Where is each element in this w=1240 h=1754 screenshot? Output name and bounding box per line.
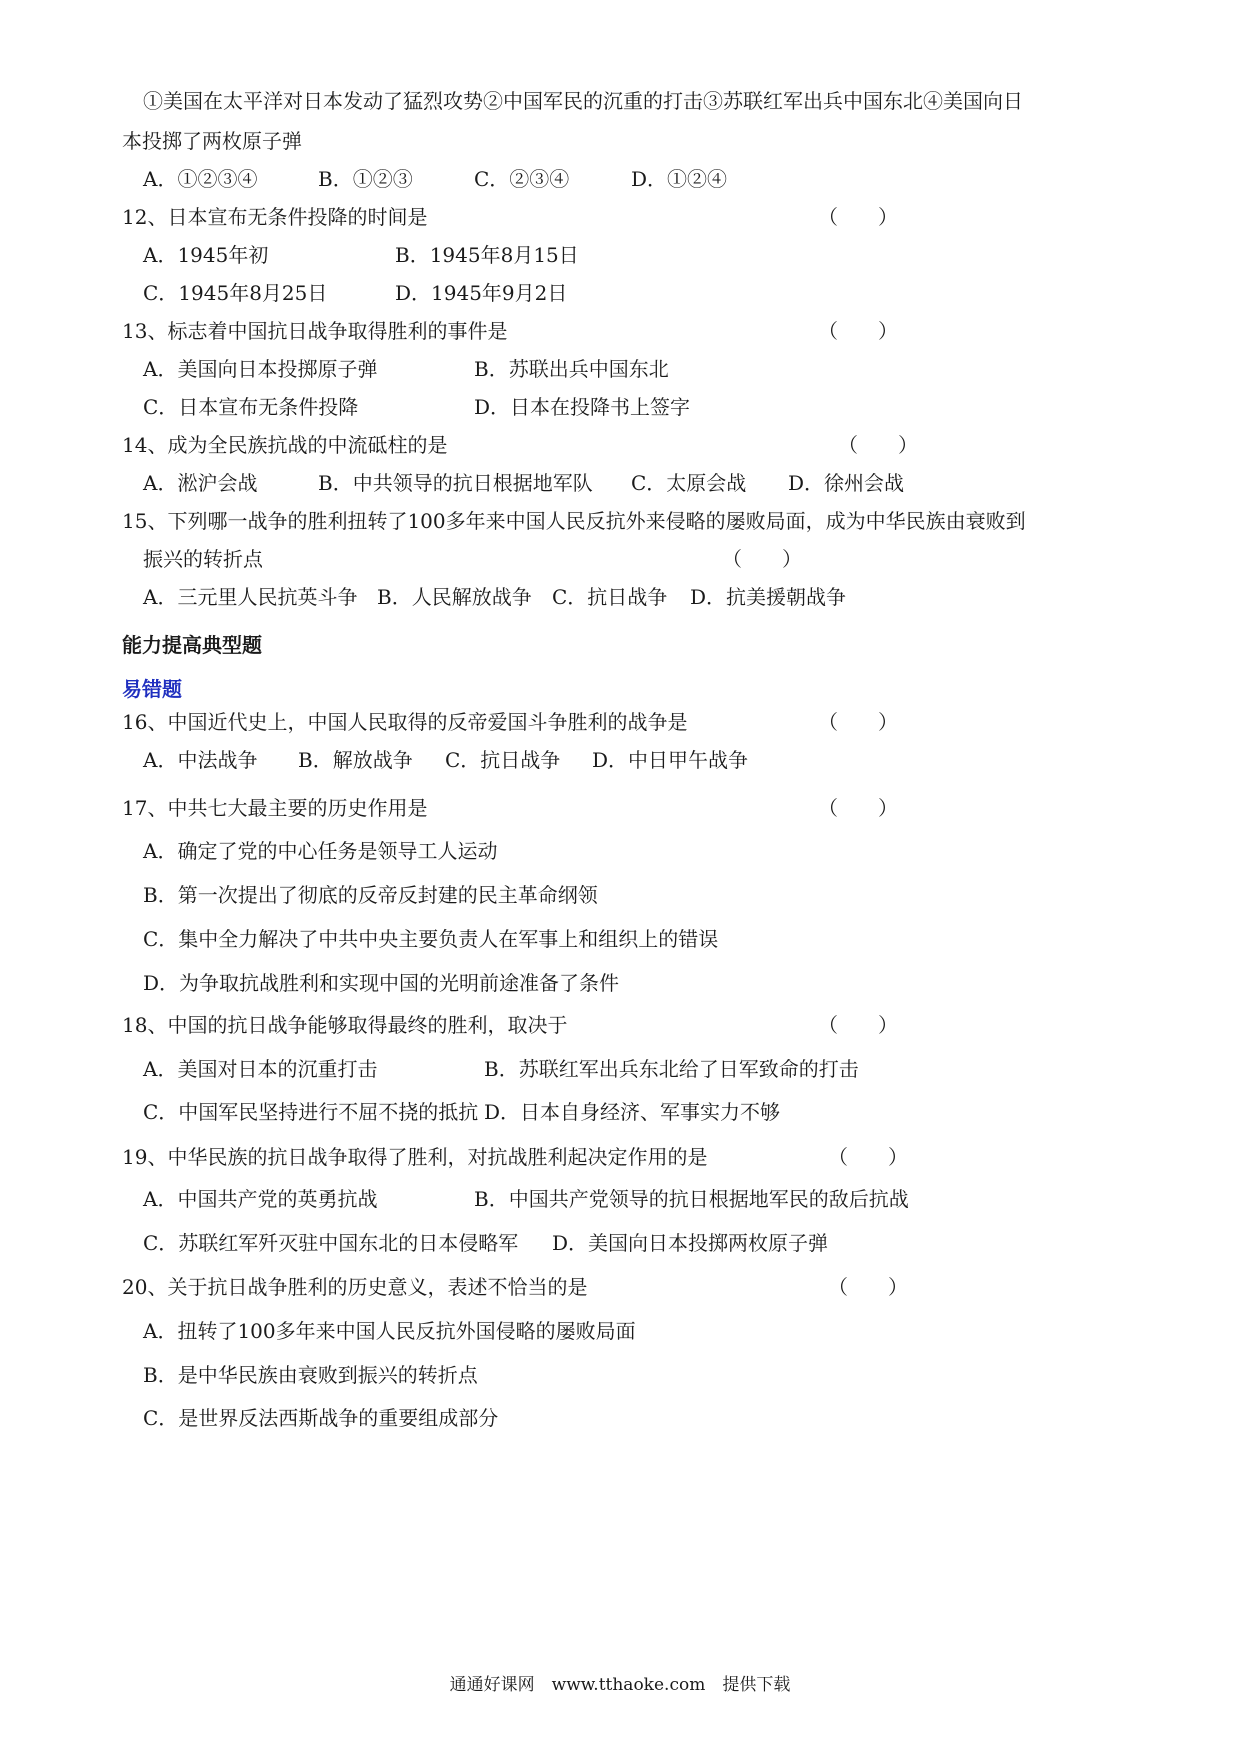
q20-option-c[interactable]: C．是世界反法西斯战争的重要组成部分	[143, 1406, 499, 1430]
q16-stem: 16、中国近代史上，中国人民取得的反帝爱国斗争胜利的战争是	[122, 710, 688, 734]
q11-context-text: 本投掷了两枚原子弹	[122, 129, 302, 153]
q19-answer-blank[interactable]: （ ）	[828, 1145, 908, 1169]
q17-stem: 17、中共七大最主要的历史作用是	[122, 796, 428, 820]
q15-answer-blank[interactable]: （ ）	[722, 547, 802, 571]
q17-option-d[interactable]: D．为争取抗战胜利和实现中国的光明前途准备了条件	[143, 971, 620, 995]
q16-option-b[interactable]: B．解放战争	[298, 748, 413, 772]
q19-option-b[interactable]: B．中国共产党领导的抗日根据地军民的敌后抗战	[474, 1187, 909, 1211]
q11-option-d[interactable]: D．①②④	[631, 167, 728, 191]
section-title: 能力提高典型题	[122, 633, 262, 657]
q14-option-b[interactable]: B．中共领导的抗日根据地军队	[318, 471, 593, 495]
q19-option-a[interactable]: A．中国共产党的英勇抗战	[143, 1187, 378, 1211]
q18-option-c[interactable]: C．中国军民坚持进行不屈不挠的抵抗	[143, 1100, 479, 1124]
subsection-title: 易错题	[122, 677, 182, 701]
q15-option-b[interactable]: B．人民解放战争	[377, 585, 532, 609]
q11-option-c[interactable]: C．②③④	[474, 167, 570, 191]
q18-stem: 18、中国的抗日战争能够取得最终的胜利，取决于	[122, 1013, 568, 1037]
q12-option-a[interactable]: A．1945年初	[143, 243, 269, 267]
q19-stem: 19、中华民族的抗日战争取得了胜利，对抗战胜利起决定作用的是	[122, 1145, 708, 1169]
q13-option-c[interactable]: C．日本宣布无条件投降	[143, 395, 359, 419]
q11-context-text: ①美国在太平洋对日本发动了猛烈攻势②中国军民的沉重的打击③苏联红军出兵中国东北④美国向日	[143, 89, 1023, 113]
q15-option-d[interactable]: D．抗美援朝战争	[690, 585, 847, 609]
q17-option-b[interactable]: B．第一次提出了彻底的反帝反封建的民主革命纲领	[143, 883, 598, 907]
q12-option-c[interactable]: C．1945年8月25日	[143, 281, 328, 305]
q17-option-a[interactable]: A．确定了党的中心任务是领导工人运动	[143, 839, 498, 863]
page-footer: 通通好课网 www.tthaoke.com 提供下载	[449, 1675, 791, 1695]
q14-stem: 14、成为全民族抗战的中流砥柱的是	[122, 433, 448, 457]
q12-option-b[interactable]: B．1945年8月15日	[395, 243, 579, 267]
q16-option-c[interactable]: C．抗日战争	[445, 748, 561, 772]
q14-option-a[interactable]: A．淞沪会战	[143, 471, 258, 495]
q14-option-d[interactable]: D．徐州会战	[788, 471, 905, 495]
q20-option-a[interactable]: A．扭转了100多年来中国人民反抗外国侵略的屡败局面	[143, 1319, 636, 1343]
q18-answer-blank[interactable]: （ ）	[818, 1013, 898, 1037]
q12-stem: 12、日本宣布无条件投降的时间是	[122, 205, 428, 229]
q14-answer-blank[interactable]: （ ）	[838, 433, 918, 457]
q13-stem: 13、标志着中国抗日战争取得胜利的事件是	[122, 319, 508, 343]
q13-option-a[interactable]: A．美国向日本投掷原子弹	[143, 357, 378, 381]
q15-stem-continuation: 振兴的转折点	[143, 547, 263, 571]
q13-option-b[interactable]: B．苏联出兵中国东北	[474, 357, 669, 381]
q20-stem: 20、关于抗日战争胜利的历史意义，表述不恰当的是	[122, 1275, 588, 1299]
q15-option-c[interactable]: C．抗日战争	[552, 585, 668, 609]
q19-option-c[interactable]: C．苏联红军歼灭驻中国东北的日本侵略军	[143, 1231, 519, 1255]
q16-answer-blank[interactable]: （ ）	[818, 710, 898, 734]
q13-answer-blank[interactable]: （ ）	[818, 319, 898, 343]
q12-option-d[interactable]: D．1945年9月2日	[395, 281, 568, 305]
q17-answer-blank[interactable]: （ ）	[818, 796, 898, 820]
q20-answer-blank[interactable]: （ ）	[828, 1275, 908, 1299]
q16-option-a[interactable]: A．中法战争	[143, 748, 258, 772]
q11-option-b[interactable]: B．①②③	[318, 167, 413, 191]
q17-option-c[interactable]: C．集中全力解决了中共中央主要负责人在军事上和组织上的错误	[143, 927, 719, 951]
q11-option-a[interactable]: A．①②③④	[143, 167, 258, 191]
q18-option-d[interactable]: D．日本自身经济、军事实力不够	[484, 1100, 781, 1124]
q12-answer-blank[interactable]: （ ）	[818, 205, 898, 229]
q15-stem: 15、下列哪一战争的胜利扭转了100多年来中国人民反抗外来侵略的屡败局面，成为中华民族由衰败到	[122, 509, 1026, 533]
q18-option-a[interactable]: A．美国对日本的沉重打击	[143, 1057, 378, 1081]
q16-option-d[interactable]: D．中日甲午战争	[592, 748, 749, 772]
q18-option-b[interactable]: B．苏联红军出兵东北给了日军致命的打击	[484, 1057, 859, 1081]
q15-option-a[interactable]: A．三元里人民抗英斗争	[143, 585, 358, 609]
q13-option-d[interactable]: D．日本在投降书上签字	[474, 395, 691, 419]
q14-option-c[interactable]: C．太原会战	[631, 471, 747, 495]
q19-option-d[interactable]: D．美国向日本投掷两枚原子弹	[552, 1231, 829, 1255]
q20-option-b[interactable]: B．是中华民族由衰败到振兴的转折点	[143, 1363, 478, 1387]
